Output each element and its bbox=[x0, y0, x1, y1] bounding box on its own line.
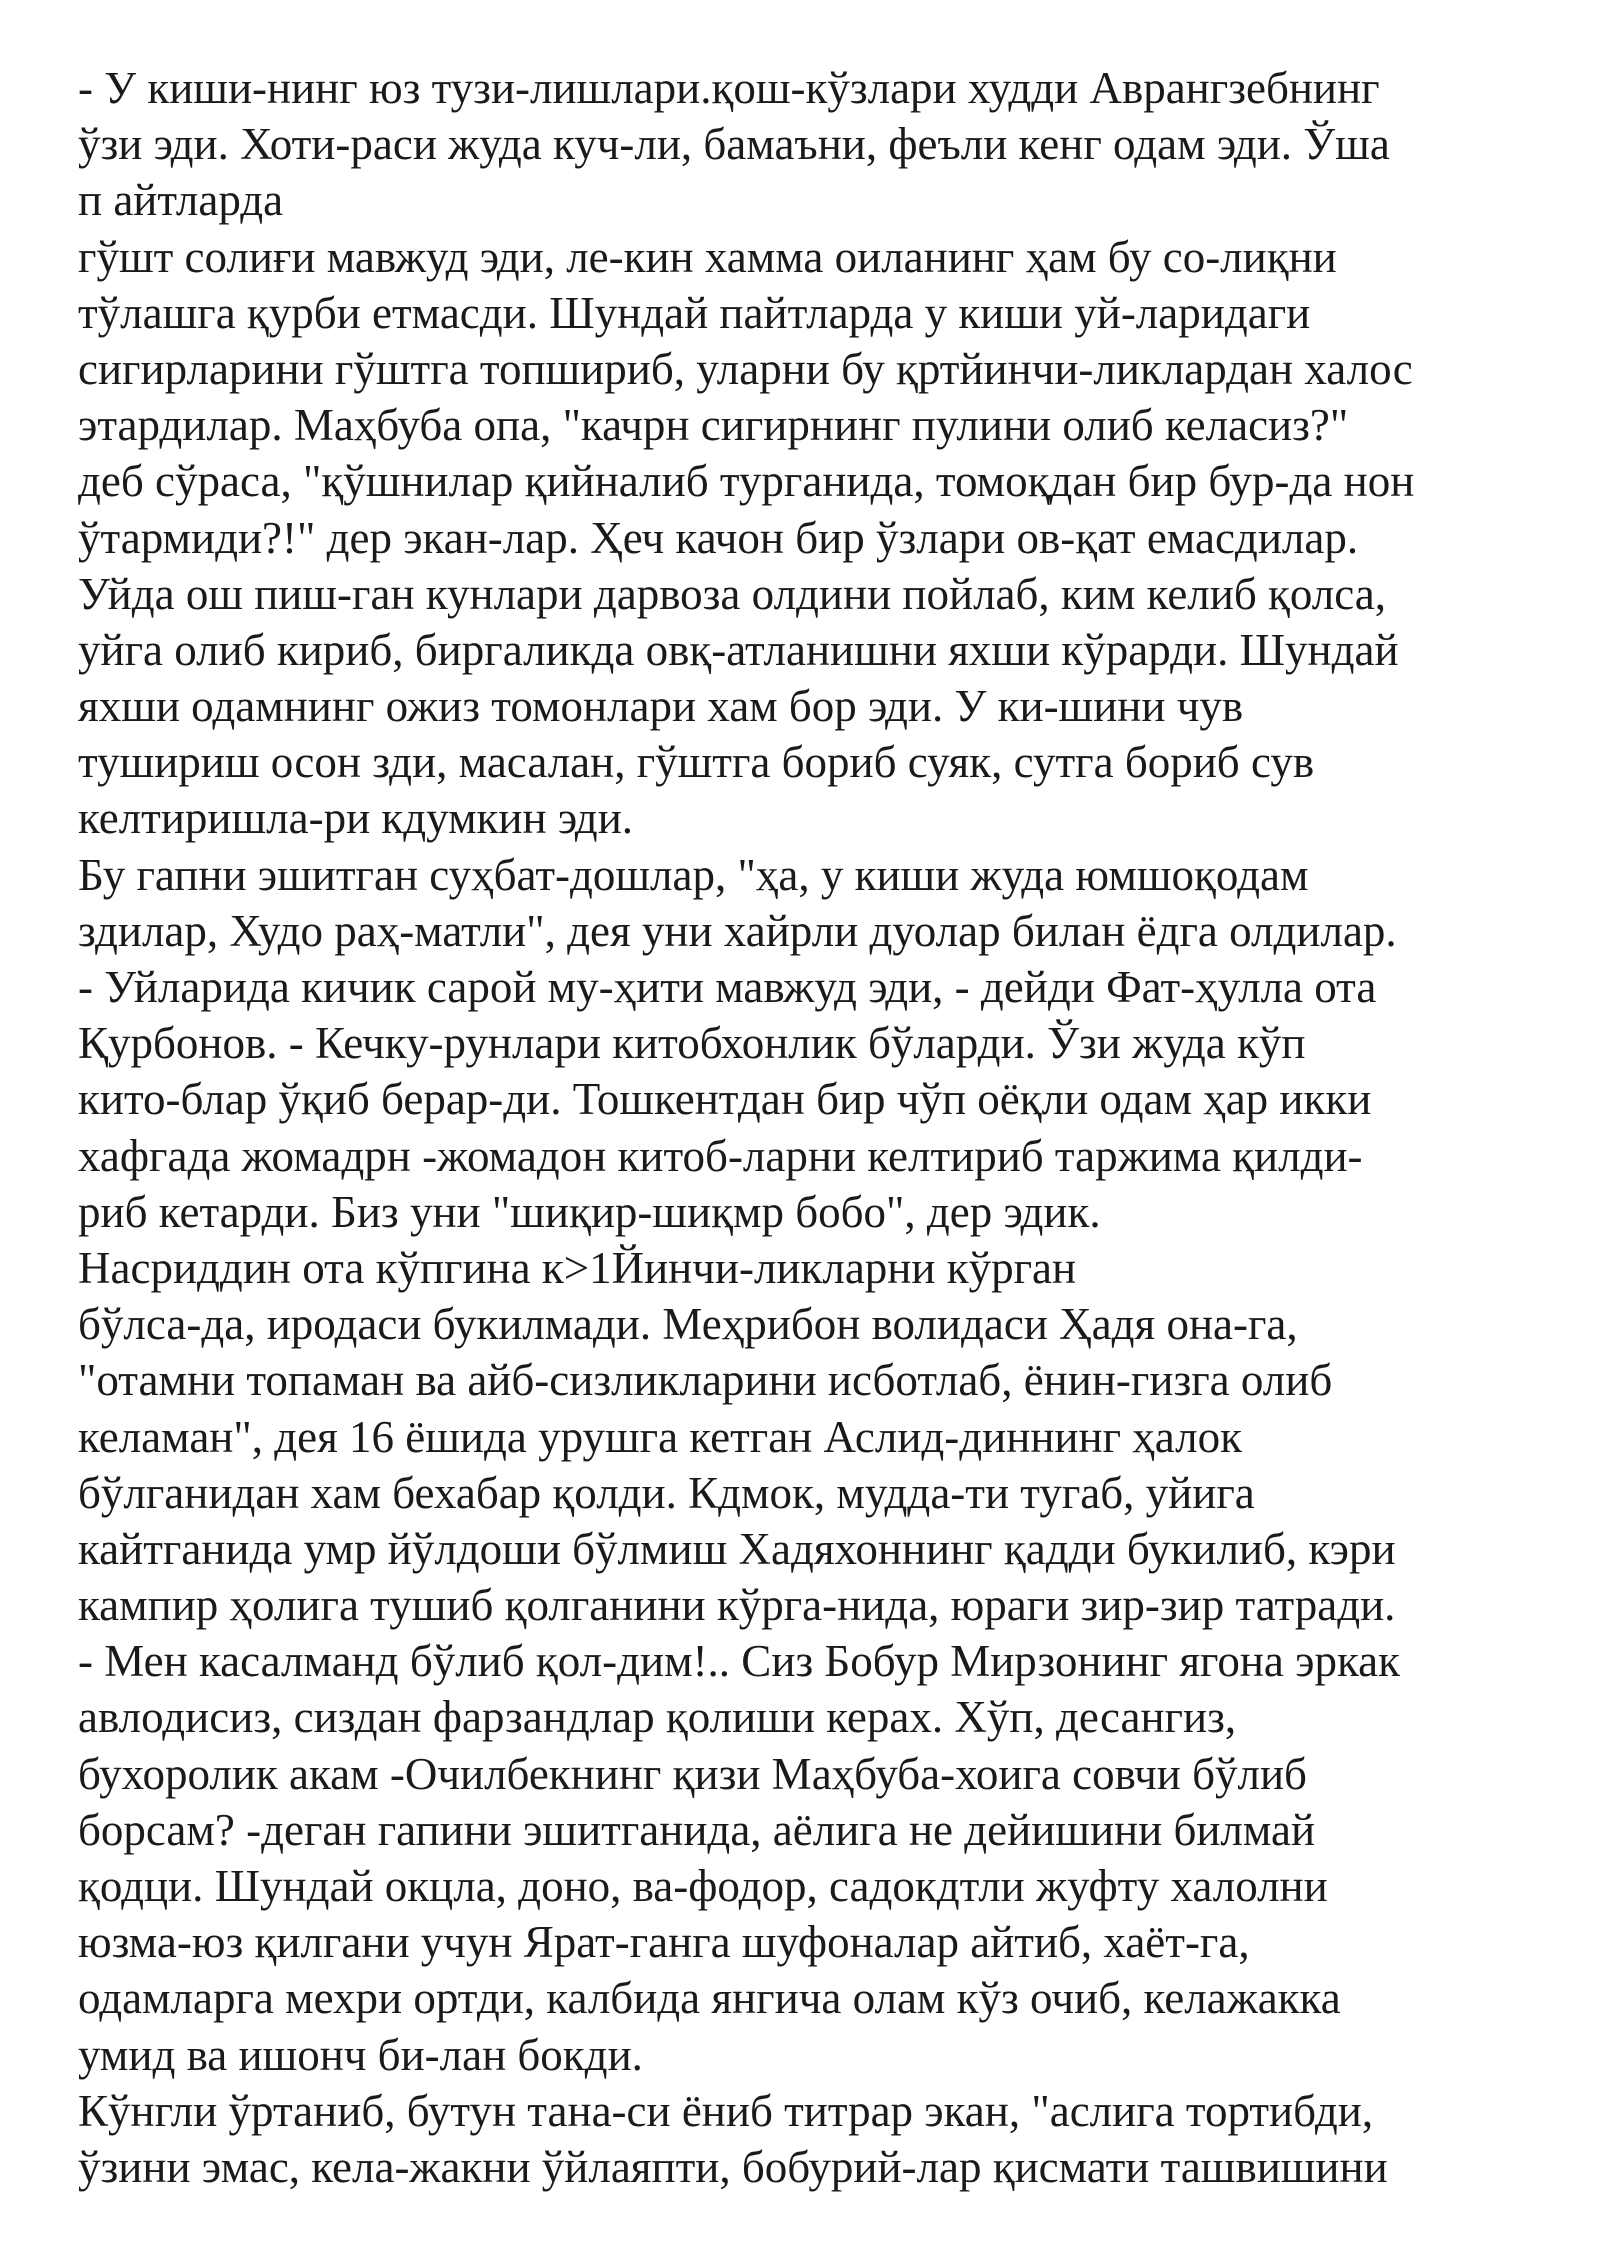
text-line: Қурбонов. - Кечку-рунлари китобхонлик бўларди. Ўзи жуда кўп bbox=[78, 1018, 1306, 1069]
text-line: ўзини эмас, кела-жакни ўйлаяпти, бобурий-лар қисмати ташвишини bbox=[78, 2141, 1388, 2192]
text-line: тўлашга қурби етмасди. Шундай пайтларда у киши уй-ларидаги bbox=[78, 287, 1311, 338]
text-line: риб кетарди. Биз уни "шиқир-шиқмр бобо", дер эдик. bbox=[78, 1186, 1101, 1237]
text-line: - Уйларида кичик сарой му-ҳити мавжуд эди, - дейди Фат-ҳулла ота bbox=[78, 962, 1377, 1012]
text-line: - Мен касалманд бўлиб қол-дим!.. Сиз Бобур Мирзонинг ягона эркак bbox=[78, 1636, 1400, 1687]
text-line: бўлганидан хам бехабар қолди. Кдмок, мудда-ти тугаб, уйига bbox=[78, 1467, 1255, 1518]
text-line: келтиришла-ри кдумкин эди. bbox=[78, 793, 634, 844]
text-line: уйга олиб кириб, биргаликда овқ-атланишни яхши кўрарди. Шундай bbox=[78, 624, 1399, 675]
text-line: п айтларда bbox=[78, 175, 284, 226]
text-line: кайтганида умр йўлдоши бўлмиш Хадяхоннинг қадди букилиб, кэри bbox=[78, 1523, 1396, 1574]
text-line: ўтармиди?!" дер экан-лар. Ҳеч качон бир ўзлари ов-қат емасдилар. bbox=[78, 512, 1359, 563]
text-line: кито-блар ўқиб берар-ди. Тошкентдан бир чўп оёқли одам ҳар икки bbox=[78, 1074, 1372, 1125]
text-line: Кўнгли ўртаниб, бутун тана-си ёниб титрар экан, "аслига тортибди, bbox=[78, 2085, 1374, 2136]
text-line: Бу гапни эшитган суҳбат-дошлар, "ҳа, у киши жуда юмшоқодам bbox=[78, 849, 1309, 900]
text-line: сигирларини гўштга топшириб, уларни бу қртйинчи-ликлардан халос bbox=[78, 343, 1413, 394]
text-line: тушириш осон зди, масалан, гўштга бориб суяк, сутга бориб сув bbox=[78, 737, 1315, 788]
text-line: қодци. Шундай окцла, доно, ва-фодор, садокдтли жуфту халолни bbox=[78, 1861, 1328, 1911]
text-line: этардилар. Маҳбуба опа, "качрн сигирнинг пулини олиб келасиз?" bbox=[78, 400, 1349, 451]
text-line: одамларга мехри ортди, калбида янгича олам кўз очиб, келажакка bbox=[78, 1973, 1341, 2024]
text-line: бухоролик акам -Очилбекнинг қизи Маҳбуба-хоига совчи бўлиб bbox=[78, 1748, 1307, 1799]
text-line: хафгада жомадрн -жомадон китоб-ларни келтириб таржима қилди- bbox=[78, 1130, 1363, 1181]
text-line: борсам? -деган гапини эшитганида, аёлига не дейишини билмай bbox=[78, 1804, 1316, 1855]
text-line: Насриддин ота кўпгина к>1Йинчи-ликларни кўрган bbox=[78, 1242, 1077, 1293]
text-line: здилар, Худо раҳ-матли", дея уни хайрли дуолар билан ёдга олдилар. bbox=[78, 905, 1397, 956]
text-line: гўшт солиғи мавжуд эди, ле-кин хамма оиланинг ҳам бу со-лиқни bbox=[78, 231, 1337, 282]
text-line: ўзи эди. Хоти-раси жуда куч-ли, бамаъни, феъли кенг одам эди. Ўша bbox=[78, 119, 1390, 170]
text-line: - У киши-нинг юз тузи-лишлари.қош-кўзлари худди Аврангзебнинг bbox=[78, 63, 1380, 113]
text-line: келаман", дея 16 ёшида урушга кетган Аслид-диннинг ҳалок bbox=[78, 1411, 1242, 1462]
text-line: яхши одамнинг ожиз томонлари хам бор эди. У ки-шини чув bbox=[78, 681, 1244, 732]
body-text bbox=[78, 60, 1578, 2195]
text-line: "отамни топаман ва айб-сизликларини исботлаб, ёнин-гизга олиб bbox=[78, 1355, 1333, 1406]
text-line: умид ва ишонч би-лан бокди. bbox=[78, 2029, 643, 2080]
text-line: деб сўраса, "қўшнилар қийналиб турганида, томоқдан бир бур-да нон bbox=[78, 456, 1415, 507]
text-line: авлодисиз, сиздан фарзандлар қолиши керах. Хўп, десангиз, bbox=[78, 1692, 1237, 1743]
text-line: кампир ҳолига тушиб қолганини кўрга-нида, юраги зир-зир татради. bbox=[78, 1580, 1396, 1631]
text-line: бўлса-да, иродаси букилмади. Меҳрибон волидаси Ҳадя она-га, bbox=[78, 1299, 1298, 1350]
text-line: юзма-юз қилгани учун Ярат-ганга шуфоналар айтиб, хаёт-га, bbox=[78, 1917, 1250, 1968]
text-line: Уйда ош пиш-ган кунлари дарвоза олдини пойлаб, ким келиб қолса, bbox=[78, 568, 1386, 619]
